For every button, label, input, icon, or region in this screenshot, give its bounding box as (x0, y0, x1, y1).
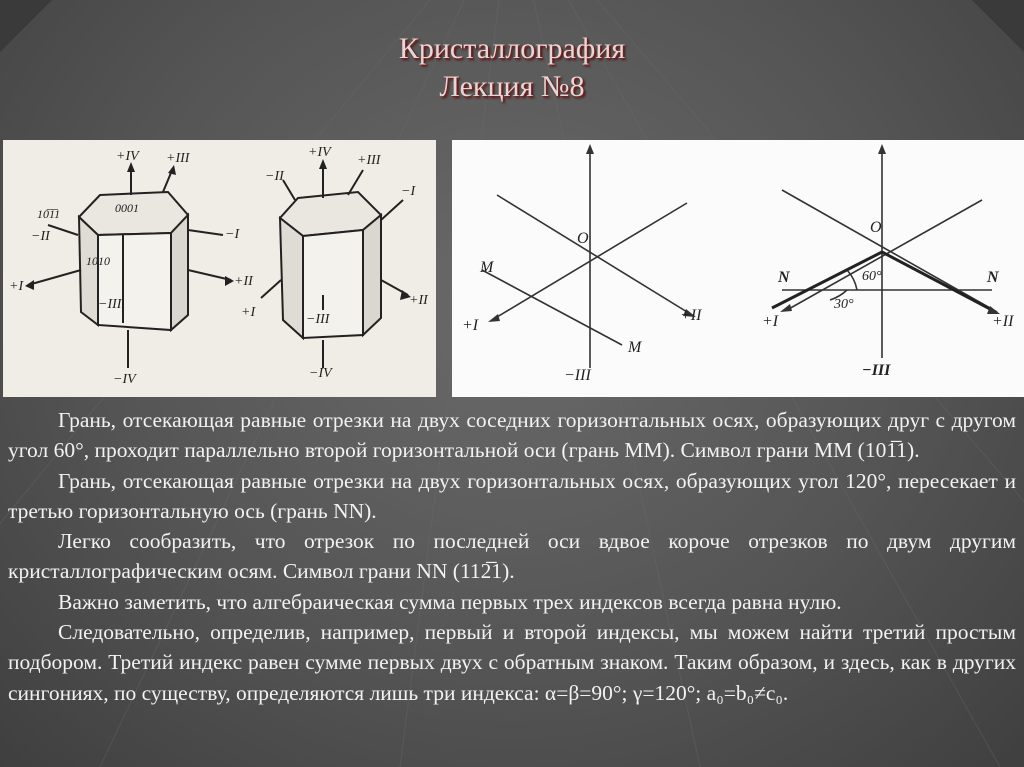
paragraph-1: Грань, отсекающая равные отрезки на двух соседних горизонтальных осях, образующих друг с другом угол 60°, проходит параллельно второй горизонтальной оси (грань ММ). Символ грани ММ (101̅1). (8, 408, 1016, 463)
label-d1-M1: M (480, 259, 494, 276)
label-d1-M2: M (628, 339, 642, 356)
lecture-text (8, 405, 1016, 708)
label-d2-N1: N (778, 269, 790, 286)
label-d1-O: O (577, 230, 589, 247)
label-c2-bottom: −IV (309, 366, 332, 381)
label-d2-plus-I: +I (762, 313, 779, 330)
paragraph-5: Следовательно, определив, например, первый и второй индексы, мы можем найти третий простым подбором. Третий индекс равен сумме первых двух с обратным знаком. Таким образом, и здесь, как в других сингониях, по существу, определяются лишь три индекса: α=β=90°; γ=120°; a₀=b₀≠c₀. (8, 620, 1016, 705)
slide-title (0, 30, 1024, 106)
label-c2-top: +IV (308, 145, 331, 160)
axes-diagram-figure (452, 140, 1024, 397)
axes-diagram-1 (482, 148, 692, 368)
label-c1-face-top: 0001 (115, 201, 139, 215)
label-c1-minus-I: −I (225, 227, 240, 242)
label-d1-minus-III: −III (564, 367, 591, 384)
title-line-1: Кристаллография (398, 32, 626, 65)
label-d2-O: O (870, 219, 882, 236)
label-d1-plus-II: +II (680, 307, 702, 324)
label-d2-angle-60: 60° (862, 269, 882, 284)
title-line-2: Лекция №8 (439, 70, 585, 103)
label-d1-plus-I: +I (462, 317, 479, 334)
label-d2-plus-II: +II (992, 313, 1014, 330)
label-c2-plus-I: +I (241, 305, 256, 320)
label-c1-bottom: −IV (113, 372, 136, 387)
label-c1-top-right: +III (166, 151, 190, 166)
label-c2-top-left: −II (265, 169, 284, 184)
label-c2-minus-III: −III (306, 312, 330, 327)
label-d2-minus-III: −III (862, 362, 891, 379)
label-c1-minus-II: −II (31, 229, 50, 244)
label-c1-face-front: 1010 (86, 254, 110, 268)
label-c2-top-right: +III (357, 153, 381, 168)
label-c2-plus-II: +II (409, 293, 428, 308)
label-c2-right: −I (401, 184, 416, 199)
label-d2-angle-30: 30° (834, 297, 854, 312)
label-c1-minus-III: −III (98, 297, 122, 312)
label-c1-plus-I: +I (9, 279, 24, 294)
label-c1-face-upper-left: 10̅1̅1 (37, 207, 61, 221)
axes-diagram-2 (782, 148, 997, 358)
label-c1-plus-II: +II (234, 274, 253, 289)
paragraph-3: Легко сообразить, что отрезок по последней оси вдвое короче отрезков по двум другим кристаллографическим осям. Символ грани NN (112̅1). (8, 529, 1016, 584)
label-d2-N2: N (987, 269, 999, 286)
label-c1-top: +IV (116, 149, 139, 164)
paragraph-4: Важно заметить, что алгебраическая сумма первых трех индексов всегда равна нулю. (58, 589, 842, 614)
paragraph-2: Грань, отсекающая равные отрезки на двух горизонтальных осях, образующих угол 120°, пересекает и третью горизонтальную ось (грань NN). (8, 468, 1016, 523)
crystal-figure (3, 140, 436, 397)
